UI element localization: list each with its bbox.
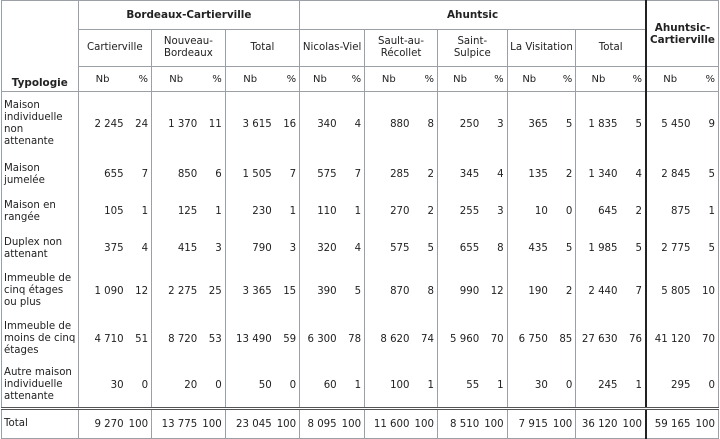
pct-cell: 100 [551,409,576,439]
table-row [2,267,719,315]
nb-header: Nb [152,67,201,92]
count-cell: 1 340 [576,156,621,193]
pct-cell: 85 [551,315,576,363]
nb-header: Nb [576,67,621,92]
table-row [2,363,719,409]
count-cell: 2 440 [576,267,621,315]
count-cell: 790 [225,230,274,267]
pct-header: % [200,67,225,92]
group-ahuntsic-cartierville: Ahuntsic-Cartierville [646,1,719,67]
count-cell: 23 045 [225,409,274,439]
count-cell: 1 835 [576,92,621,157]
count-cell: 1 090 [78,267,127,315]
count-cell: 245 [576,363,621,409]
group-bordeaux-cartierville: Bordeaux-Cartierville [78,1,300,30]
count-cell: 11 600 [365,409,413,439]
pct-cell: 100 [275,409,300,439]
pct-cell: 1 [482,363,507,409]
count-cell: 125 [152,193,201,230]
pct-cell: 2 [551,156,576,193]
pct-header: % [340,67,365,92]
pct-cell: 8 [413,267,438,315]
col-nicolas-viel: Nicolas-Viel [300,30,365,67]
pct-header: % [551,67,576,92]
count-cell: 390 [300,267,340,315]
count-cell: 345 [437,156,482,193]
pct-cell: 3 [482,92,507,157]
count-cell: 270 [365,193,413,230]
count-cell: 870 [365,267,413,315]
count-cell: 1 505 [225,156,274,193]
count-cell: 6 300 [300,315,340,363]
pct-header: % [621,67,646,92]
count-cell: 60 [300,363,340,409]
pct-cell: 59 [275,315,300,363]
pct-cell: 4 [482,156,507,193]
pct-cell: 2 [413,193,438,230]
pct-cell: 100 [340,409,365,439]
col-saint-sulpice: Saint-Sulpice [437,30,507,67]
count-cell: 3 615 [225,92,274,157]
count-cell: 2 845 [646,156,693,193]
pct-cell: 3 [275,230,300,267]
col-sault-au-recollet: Sault-au-Récollet [365,30,438,67]
pct-cell: 1 [621,363,646,409]
pct-cell: 5 [551,230,576,267]
pct-cell: 10 [693,267,718,315]
pct-header: % [482,67,507,92]
table-row [2,156,719,193]
count-cell: 105 [78,193,127,230]
pct-cell: 5 [621,230,646,267]
pct-cell: 7 [340,156,365,193]
count-cell: 990 [437,267,482,315]
count-cell: 30 [78,363,127,409]
table-row [2,230,719,267]
total-row [2,409,719,439]
pct-cell: 70 [693,315,718,363]
count-cell: 2 275 [152,267,201,315]
count-cell: 880 [365,92,413,157]
pct-cell: 76 [621,315,646,363]
count-cell: 13 775 [152,409,201,439]
pct-cell: 5 [621,92,646,157]
count-cell: 7 915 [507,409,551,439]
col-bordeaux-total: Total [225,30,299,67]
nb-header: Nb [365,67,413,92]
pct-cell: 2 [551,267,576,315]
pct-cell: 12 [482,267,507,315]
col-ahuntsic-total: Total [576,30,646,67]
count-cell: 415 [152,230,201,267]
pct-cell: 16 [275,92,300,157]
pct-cell: 5 [693,156,718,193]
nb-header: Nb [78,67,127,92]
nb-header: Nb [646,67,693,92]
count-cell: 285 [365,156,413,193]
pct-cell: 100 [127,409,152,439]
pct-cell: 5 [413,230,438,267]
pct-cell: 6 [200,156,225,193]
count-cell: 8 510 [437,409,482,439]
col-nouveau-bordeaux: Nouveau-Bordeaux [152,30,226,67]
pct-cell: 7 [621,267,646,315]
pct-cell: 78 [340,315,365,363]
pct-cell: 5 [340,267,365,315]
count-cell: 55 [437,363,482,409]
count-cell: 41 120 [646,315,693,363]
pct-header: % [693,67,718,92]
pct-cell: 4 [127,230,152,267]
table-row [2,193,719,230]
count-cell: 575 [365,230,413,267]
housing-typology-table [1,0,719,439]
count-cell: 50 [225,363,274,409]
pct-cell: 11 [200,92,225,157]
count-cell: 4 710 [78,315,127,363]
pct-cell: 100 [693,409,718,439]
unit-header-row [2,67,719,92]
count-cell: 5 450 [646,92,693,157]
pct-cell: 1 [200,193,225,230]
count-cell: 230 [225,193,274,230]
count-cell: 8 620 [365,315,413,363]
count-cell: 655 [78,156,127,193]
pct-cell: 1 [413,363,438,409]
pct-cell: 0 [275,363,300,409]
count-cell: 8 095 [300,409,340,439]
pct-cell: 0 [693,363,718,409]
pct-cell: 8 [482,230,507,267]
pct-cell: 4 [621,156,646,193]
pct-cell: 1 [340,193,365,230]
pct-cell: 4 [340,92,365,157]
typology-header: Typologie [2,1,79,92]
row-label: Total [2,409,79,439]
row-label: Maison jumelée [2,156,79,193]
row-label: Maison individuelle non attenante [2,92,79,157]
count-cell: 1 985 [576,230,621,267]
count-cell: 575 [300,156,340,193]
count-cell: 100 [365,363,413,409]
count-cell: 340 [300,92,340,157]
count-cell: 255 [437,193,482,230]
pct-cell: 100 [413,409,438,439]
row-label: Immeuble de moins de cinq étages [2,315,79,363]
col-cartierville: Cartierville [78,30,152,67]
pct-cell: 1 [275,193,300,230]
count-cell: 1 370 [152,92,201,157]
pct-cell: 0 [200,363,225,409]
count-cell: 250 [437,92,482,157]
count-cell: 190 [507,267,551,315]
pct-cell: 1 [693,193,718,230]
pct-cell: 3 [482,193,507,230]
count-cell: 2 775 [646,230,693,267]
count-cell: 10 [507,193,551,230]
pct-cell: 12 [127,267,152,315]
pct-cell: 100 [482,409,507,439]
count-cell: 36 120 [576,409,621,439]
count-cell: 375 [78,230,127,267]
nb-header: Nb [507,67,551,92]
pct-cell: 7 [127,156,152,193]
count-cell: 875 [646,193,693,230]
pct-header: % [127,67,152,92]
table-row [2,315,719,363]
table-row [2,92,719,157]
pct-cell: 100 [200,409,225,439]
nb-header: Nb [437,67,482,92]
pct-cell: 1 [127,193,152,230]
count-cell: 30 [507,363,551,409]
pct-cell: 100 [621,409,646,439]
row-label: Duplex non attenant [2,230,79,267]
pct-cell: 8 [413,92,438,157]
count-cell: 135 [507,156,551,193]
pct-cell: 3 [200,230,225,267]
count-cell: 645 [576,193,621,230]
pct-cell: 7 [275,156,300,193]
count-cell: 8 720 [152,315,201,363]
pct-cell: 70 [482,315,507,363]
count-cell: 655 [437,230,482,267]
pct-header: % [275,67,300,92]
pct-cell: 51 [127,315,152,363]
count-cell: 2 245 [78,92,127,157]
count-cell: 435 [507,230,551,267]
count-cell: 9 270 [78,409,127,439]
pct-cell: 53 [200,315,225,363]
pct-cell: 5 [551,92,576,157]
count-cell: 850 [152,156,201,193]
count-cell: 295 [646,363,693,409]
count-cell: 5 960 [437,315,482,363]
count-cell: 365 [507,92,551,157]
row-label: Autre maison individuelle attenante [2,363,79,409]
col-la-visitation: La Visitation [507,30,576,67]
count-cell: 3 365 [225,267,274,315]
pct-cell: 0 [551,193,576,230]
pct-cell: 25 [200,267,225,315]
pct-cell: 0 [127,363,152,409]
count-cell: 13 490 [225,315,274,363]
count-cell: 5 805 [646,267,693,315]
pct-cell: 5 [693,230,718,267]
count-cell: 6 750 [507,315,551,363]
pct-cell: 2 [413,156,438,193]
nb-header: Nb [225,67,274,92]
count-cell: 20 [152,363,201,409]
row-label: Immeuble de cinq étages ou plus [2,267,79,315]
count-cell: 59 165 [646,409,693,439]
pct-cell: 1 [340,363,365,409]
count-cell: 27 630 [576,315,621,363]
pct-cell: 2 [621,193,646,230]
pct-cell: 4 [340,230,365,267]
count-cell: 320 [300,230,340,267]
pct-cell: 15 [275,267,300,315]
count-cell: 110 [300,193,340,230]
group-ahuntsic: Ahuntsic [300,1,646,30]
nb-header: Nb [300,67,340,92]
pct-cell: 24 [127,92,152,157]
pct-header: % [413,67,438,92]
pct-cell: 0 [551,363,576,409]
row-label: Maison en rangée [2,193,79,230]
pct-cell: 9 [693,92,718,157]
pct-cell: 74 [413,315,438,363]
